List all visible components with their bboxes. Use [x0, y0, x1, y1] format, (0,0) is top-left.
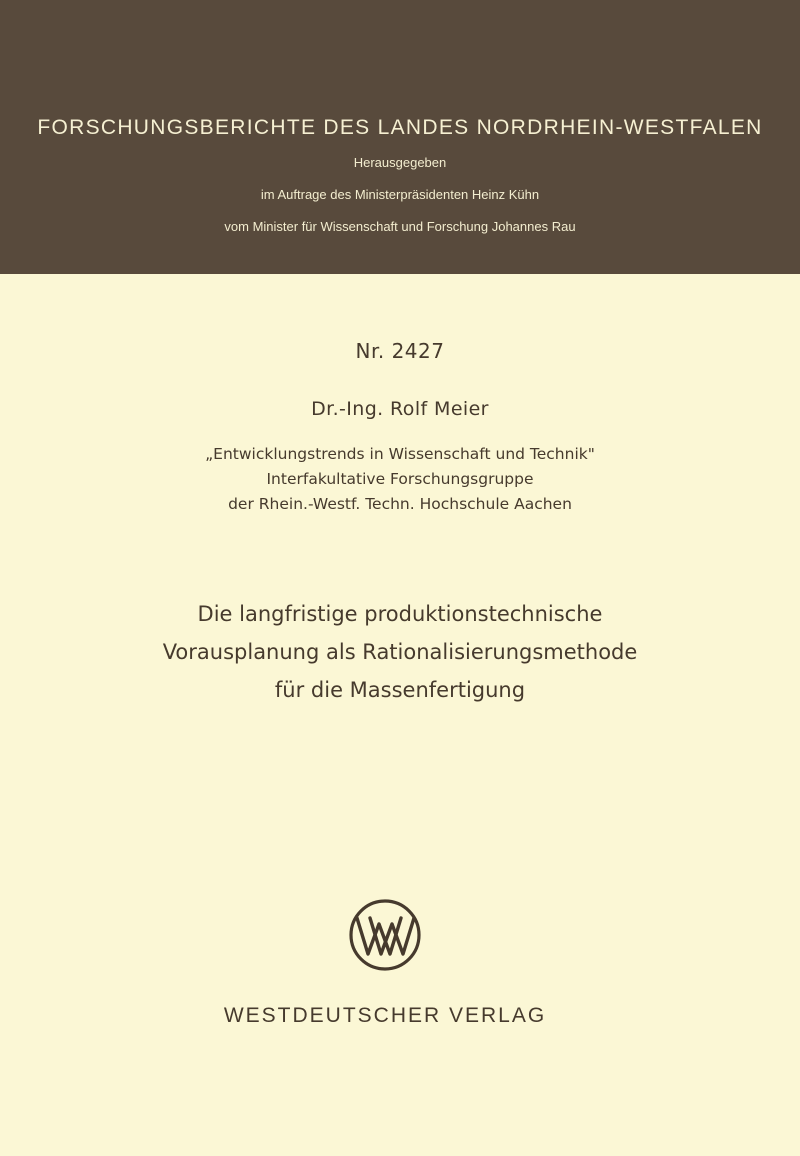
- affiliation-line-2: Interfakultative Forschungsgruppe: [266, 470, 534, 488]
- author-name: Dr.-Ing. Rolf Meier: [311, 398, 489, 420]
- report-number: Nr. 2427: [355, 339, 445, 363]
- ww-circle-logo-icon: [348, 898, 422, 972]
- publisher-name: WESTDEUTSCHER VERLAG: [223, 1004, 547, 1027]
- series-title: FORSCHUNGSBERICHTE DES LANDES NORDRHEIN-WESTFALEN: [37, 116, 763, 139]
- editor-line: Herausgegeben: [353, 155, 447, 170]
- affiliation-line-3: der Rhein.-Westf. Techn. Hochschule Aachen: [228, 495, 572, 513]
- title-line-1: Die langfristige produktionstechnische: [197, 602, 603, 626]
- affiliation-line-1: „Entwicklungstrends in Wissenschaft und Technik": [205, 445, 595, 463]
- commission-line: im Auftrage des Ministerpräsidenten Heinz Kühn: [260, 187, 540, 202]
- minister-line: vom Minister für Wissenschaft und Forschung Johannes Rau: [224, 219, 576, 234]
- title-line-3: für die Massenfertigung: [274, 678, 526, 702]
- title-line-2: Vorausplanung als Rationalisierungsmethode: [162, 640, 638, 664]
- header-band: [0, 0, 800, 274]
